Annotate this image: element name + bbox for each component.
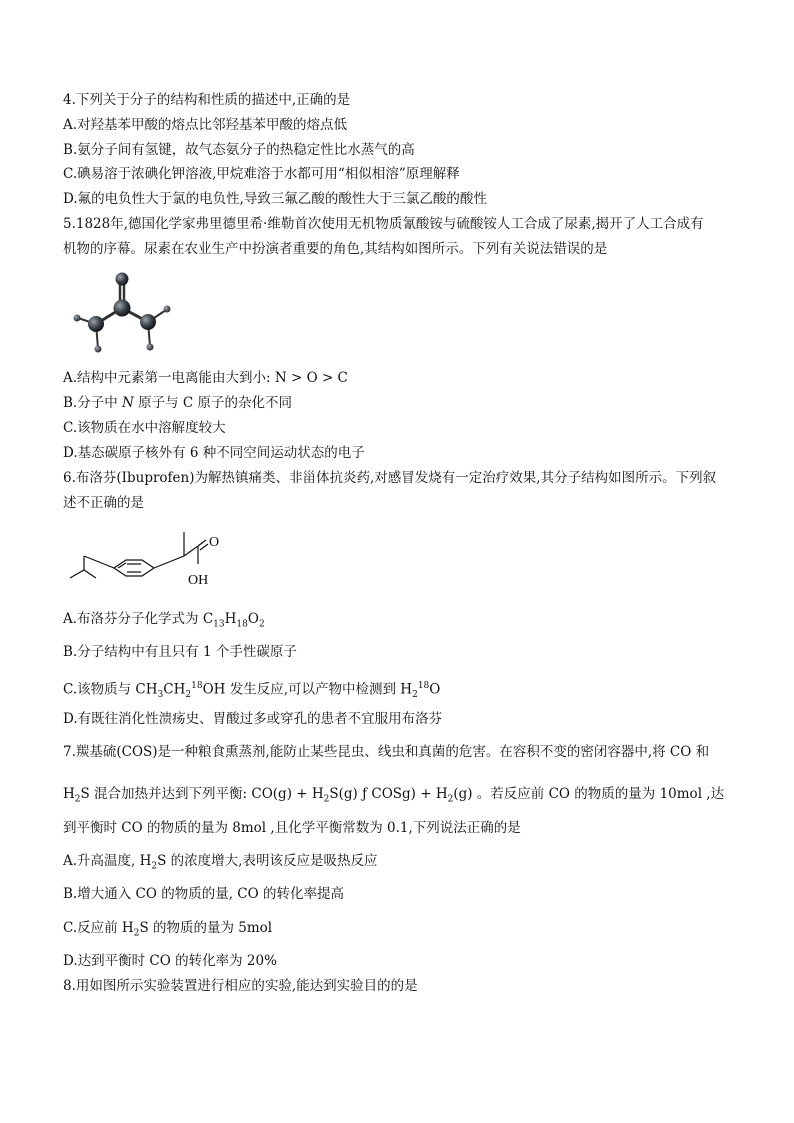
nitrogen-atom-right — [140, 314, 156, 330]
q5-option-b: B.分子中 N 原子与 C 原子的杂化不同 — [63, 395, 293, 411]
nitrogen-atom-left — [88, 316, 104, 332]
q7-option-c: C.反应前 $H_2S$ 的物质的量为 5mol — [63, 920, 273, 939]
carbon-atom — [114, 300, 131, 317]
structure-label-oh: OH — [188, 573, 209, 588]
q7-option-b: B.增大通入 CO 的物质的量, CO 的转化率提高 — [63, 886, 344, 902]
q7-stem-line2: $H_2S$ 混合加热并达到下列平衡: $CO(g) + H_2S(g)$ ƒ COSg) + $H_2(g)$ 。若反应前 CO 的物质的量为 10mol ,达 — [63, 786, 725, 805]
q5-stem-line1: 5.1828年,德国化学家弗里德里希·维勒首次使用无机物质氰酸铵与硫酸铵人工合成了尿素,揭开了人工合成有 — [63, 216, 704, 232]
q6-option-c: C.该物质与 $CH_3CH_2^{18}OH$ 发生反应,可以产物中检测到 $H_2^{18}O$ — [63, 681, 441, 701]
q5-option-a: A.结构中元素第一电离能由大到小: N > O > C — [63, 370, 348, 386]
q4-option-a: A.对羟基苯甲酸的熔点比邻羟基苯甲酸的熔点低 — [63, 117, 348, 133]
q6-option-a: A.布洛芬分子化学式为 $C_{13}H_{18}O_2$ — [63, 611, 265, 630]
q7-option-a: A.升高温度, $H_2S$ 的浓度增大,表明该反应是吸热反应 — [63, 853, 378, 872]
hydrogen-atom — [74, 315, 81, 322]
q7-stem-line3: 到平衡时 CO 的物质的量为 8mol ,且化学平衡常数为 0.1,下列说法正确的是 — [63, 820, 521, 836]
hydrogen-atom — [164, 306, 171, 313]
q4-option-b: B.氨分子间有氢键，故气态氨分子的热稳定性比水蒸气的高 — [63, 142, 415, 158]
q5-stem-line2: 机物的序幕。尿素在农业生产中扮演者重要的角色,其结构如图所示。下列有关说法错误的是 — [63, 241, 608, 257]
q7-stem-line1: 7.羰基硫(COS)是一种粮食熏蒸剂,能防止某些昆虫、线虫和真菌的危害。在容积不变的密闭容器中,将 CO 和 — [63, 744, 710, 760]
q4-option-c: C.碘易溶于浓碘化钾溶液,甲烷难溶于水都可用“相似相溶”原理解释 — [63, 166, 460, 182]
ibuprofen-structure — [66, 524, 226, 598]
oxygen-atom — [116, 273, 129, 286]
q5-option-c: C.该物质在水中溶解度较大 — [63, 420, 226, 436]
hydrogen-atom — [95, 346, 102, 353]
urea-ball-stick-model — [68, 268, 178, 356]
q7-option-d: D.达到平衡时 CO 的转化率为 20% — [63, 953, 277, 969]
q6-option-b: B.分子结构中有且只有 1 个手性碳原子 — [63, 644, 297, 660]
q6-stem-line2: 述不正确的是 — [63, 495, 144, 511]
structure-label-o: O — [209, 535, 220, 550]
q5-option-d: D.基态碳原子核外有 6 种不同空间运动状态的电子 — [63, 445, 365, 461]
q4-option-d: D.氟的电负性大于氯的电负性,导致三氟乙酸的酸性大于三氯乙酸的酸性 — [63, 191, 487, 207]
q8-stem: 8.用如图所示实验装置进行相应的实验,能达到实验目的的是 — [63, 978, 418, 994]
hydrogen-atom — [147, 344, 154, 351]
q4-stem: 4.下列关于分子的结构和性质的描述中,正确的是 — [63, 92, 351, 108]
q6-option-d: D.有既往消化性溃疡史、胃酸过多或穿孔的患者不宜服用布洛芬 — [63, 711, 443, 727]
q6-stem-line1: 6.布洛芬(Ibuprofen)为解热镇痛类、非甾体抗炎药,对感冒发烧有一定治疗效果,其分子结构如图所示。下列叙 — [63, 470, 717, 486]
